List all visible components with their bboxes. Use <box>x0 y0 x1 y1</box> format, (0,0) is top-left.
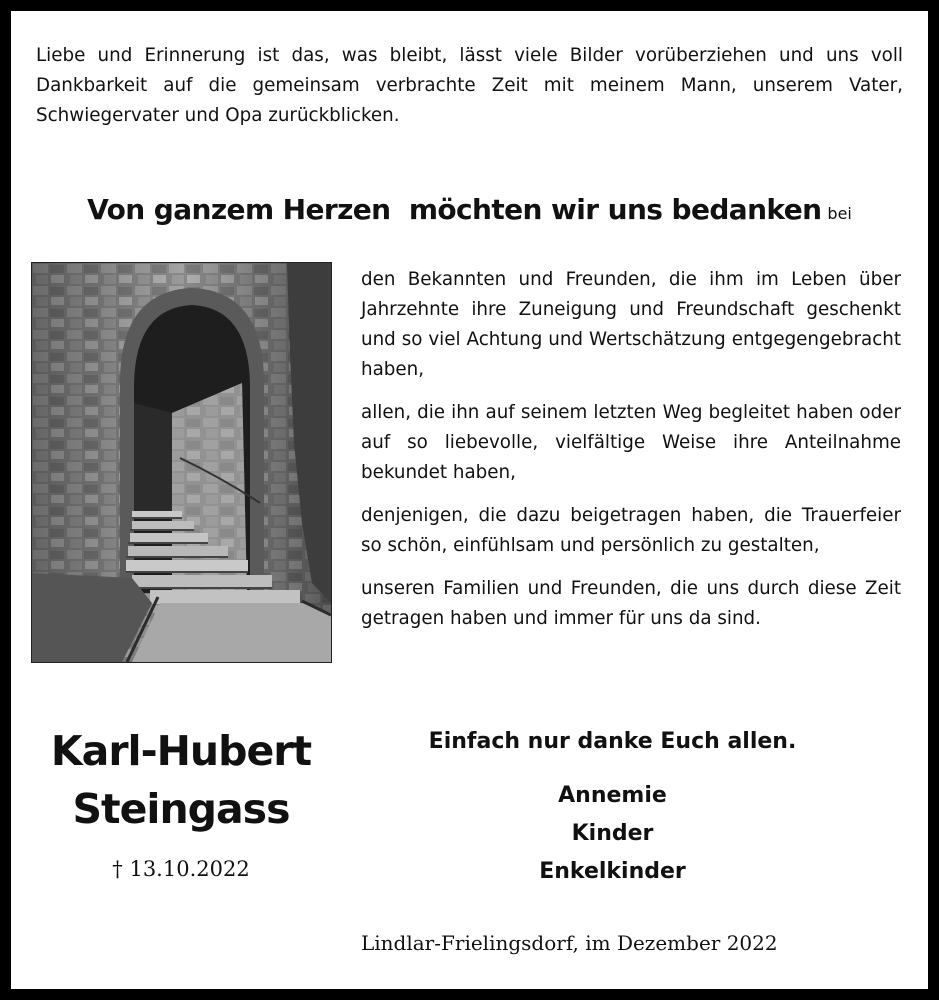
signer: Enkelkinder <box>539 859 686 884</box>
place-date: Lindlar-Frielingsdorf, im Dezember 2022 <box>361 931 778 955</box>
thanks-heading-main: Von ganzem Herzen möchten wir uns bedanken <box>87 193 822 226</box>
stone-archway-photo <box>31 262 332 663</box>
signer: Annemie <box>558 783 667 808</box>
deceased-last-name: Steingass <box>72 785 290 833</box>
intro-text: Liebe und Erinnerung ist das, was bleibt, lässt viele Bilder vorüberziehen und uns voll Dankbarkeit auf die gemeinsam verbrachte Zeit mit meinem Mann, unserem Vater, Schwiegervater und Opa zurückblicken. <box>36 45 903 126</box>
signers-list <box>361 777 864 891</box>
thanks-list <box>361 265 901 647</box>
deceased-name <box>31 722 331 838</box>
death-date: † 13.10.2022 <box>112 857 250 881</box>
thanks-paragraph: denjenigen, die dazu beigetragen haben, die Trauerfeier so schön, einfühlsam und persönlich zu gestalten, <box>361 505 901 556</box>
thanks-heading-suffix: bei <box>827 204 852 223</box>
signer: Kinder <box>571 821 654 846</box>
deceased-first-name: Karl-Hubert <box>50 727 312 775</box>
archway-illustration <box>32 263 331 662</box>
thanks-paragraph: allen, die ihn auf seinem letzten Weg begleitet haben oder auf so liebevolle, vielfältige Weise ihre Anteilnahme bekundet haben, <box>361 402 901 483</box>
thanks-paragraph: den Bekannten und Freunden, die ihm im Leben über Jahrzehnte ihre Zuneigung und Freundschaft geschenkt und so viel Achtung und Wertschätzung entgegengebracht haben, <box>361 269 901 380</box>
obituary-notice <box>11 11 928 989</box>
thanks-paragraph: unseren Familien und Freunden, die uns durch diese Zeit getragen haben und immer für uns da sind. <box>361 578 901 629</box>
closing-line: Einfach nur danke Euch allen. <box>428 729 797 754</box>
thanks-heading <box>11 193 928 226</box>
